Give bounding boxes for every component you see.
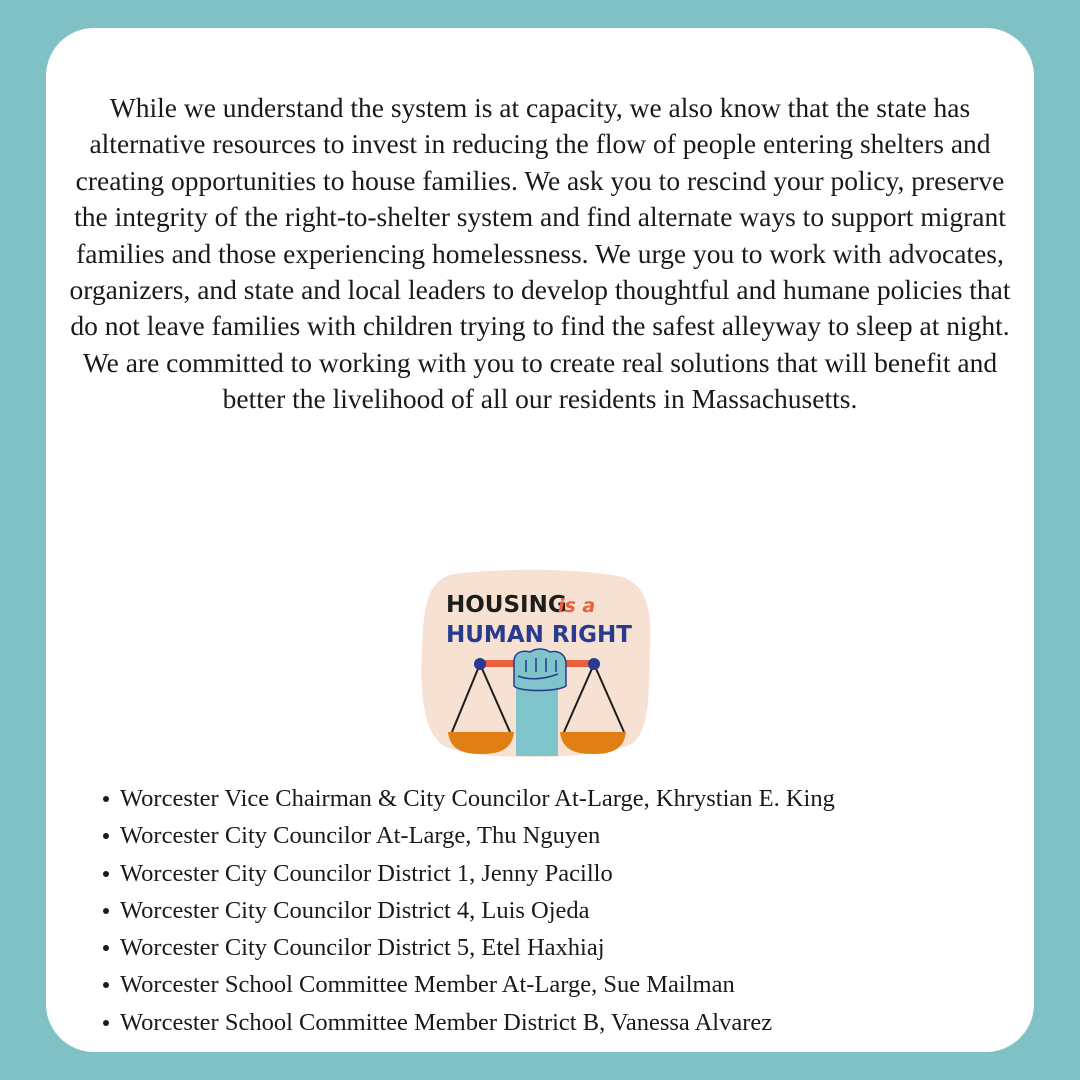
list-item: Worcester City Councilor District 4, Luis Ojeda xyxy=(120,892,835,929)
list-item: Worcester Vice Chairman & City Councilor At-Large, Khrystian E. King xyxy=(120,780,835,817)
svg-text:HUMAN RIGHT: HUMAN RIGHT xyxy=(446,622,632,648)
housing-is-a-human-right-logo xyxy=(418,568,654,758)
list-item: Worcester School Committee Member At-Large, Sue Mailman xyxy=(120,966,835,1003)
list-item: Worcester City Councilor District 1, Jenny Pacillo xyxy=(120,855,835,892)
list-item: Worcester City Councilor District 5, Etel Haxhiaj xyxy=(120,929,835,966)
signers-list xyxy=(120,780,835,1041)
content-card xyxy=(46,28,1034,1052)
list-item: Worcester City Councilor At-Large, Thu Nguyen xyxy=(120,817,835,854)
svg-text:is a: is a xyxy=(558,595,596,617)
letter-paragraph: While we understand the system is at capacity, we also know that the state has alternative resources to invest in reducing the flow of people entering shelters and creating opportunities to house families. We ask you to rescind your policy, preserve the integrity of the right-to-shelter system and find alternate ways to support migrant families and those experiencing homelessness. We urge you to work with advocates, organizers, and state and local leaders to develop thoughtful and humane policies that do not leave families with children trying to find the safest alleyway to sleep at night. We are committed to working with you to create real solutions that will benefit and better the livelihood of all our residents in Massachusetts. xyxy=(69,92,1011,415)
svg-text:HOUSING: HOUSING xyxy=(446,592,567,618)
list-item: Worcester School Committee Member District B, Vanessa Alvarez xyxy=(120,1004,835,1041)
